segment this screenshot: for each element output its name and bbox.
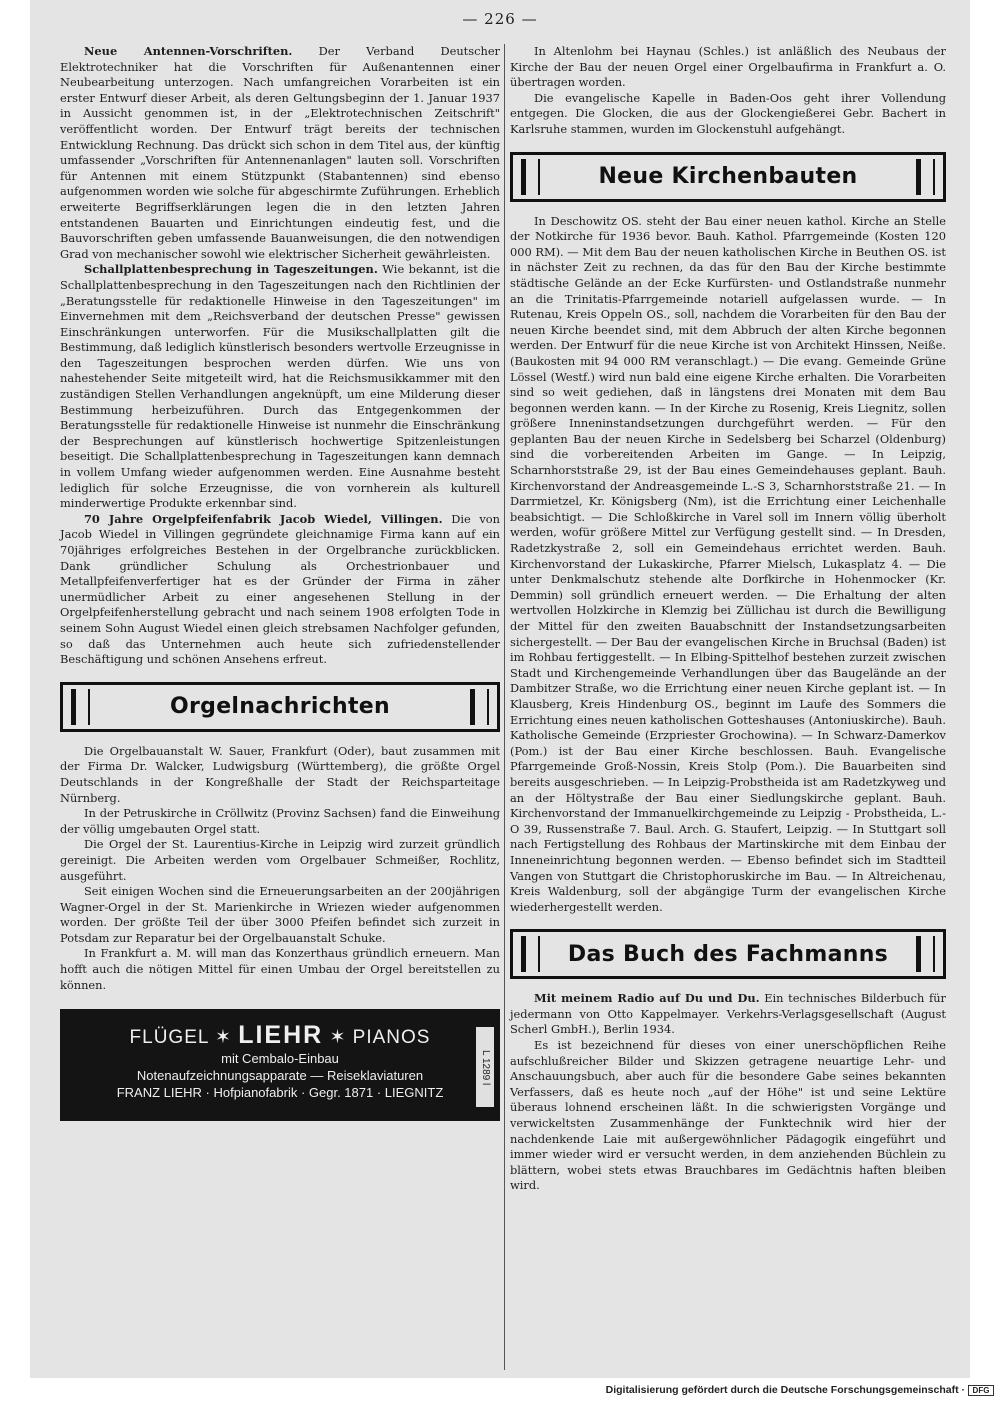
organ-news-item: In der Petruskirche in Cröllwitz (Provinz Sachsen) fand die Einweihung der völlig umgebauten Orgel statt.: [60, 806, 500, 836]
section-banner-book-review: [510, 929, 946, 979]
ad-line: FRANZ LIEHR · Hofpianofabrik · Gegr. 1871 · LIEGNITZ: [116, 1085, 444, 1101]
section-title: Das Buch des Fachmanns: [567, 941, 889, 967]
article-body: Der Verband Deutscher Elektrotechniker hat die Vorschriften für Außenantennen einer Neubearbeitung unterzogen. Nach umfangreichen Vorarbeiten ist ein erster Entwurf dieser Arbeit, als deren Geltungsbeginn der 1. Januar 1937 in Aussicht genommen ist, in der „Elektrotechnischen Zeitschrift" veröffentlicht worden. Der Entwurf trägt bereits der technischen Entwicklung Rechnung. Das drückt sich schon in dem Titel aus, der künftig umfassender „Vorschriften für Antennenanlagen" lauten soll. Vorschriften für Antennen mit einem Stützpunkt (Stabantennen) sind ebenso aufgenommen worden wie solche für abgeschirmte Zuführungen. Erheblich erweiterte Begriffserklärungen legen die in den letzten Jahren entstandenen Bauarten und Einrichtungen eindeutig fest, und die Bauvorschriften geben umfassende Bauanweisungen, die den notwendigen Grad von mechanischer sowohl wie elektrischer Sicherheit gewährleisten.: [60, 44, 501, 261]
liehr-piano-advertisement: [60, 1009, 500, 1121]
book-title: Mit meinem Radio auf Du und Du.: [534, 991, 760, 1006]
article-antennas: [60, 44, 500, 262]
book-review-title: [510, 991, 946, 1038]
page-number: — 226 —: [462, 10, 538, 28]
digitization-footer: [606, 1384, 994, 1396]
book-details: Ein technisches Bilderbuch für jedermann von Otto Kappelmayer. Verkehrs-Verlagsgesellschaft (August Scherl GmbH.), Berlin 1934.: [510, 991, 946, 1037]
organ-news-item: Die evangelische Kapelle in Baden-Oos geht ihrer Vollendung entgegen. Die Glocken, die aus der Glockengießerei Gebr. Bachert in Karlsruhe stammen, wurden im Glockenstuhl aufgehängt.: [510, 90, 946, 136]
ad-line: Notenaufzeichnungsapparate — Reiseklaviaturen: [136, 1068, 424, 1084]
article-body: Die von Jacob Wiedel in Villingen gegründete gleichnamige Firma kann auf ein 70jähriges erfolgreiches Bestehen in der Orgelbranche zurückblicken. Dank gründlicher Schulung als Orchestrionbauer und Metallpfeifenverfertiger hat es der Gründer der Firma in zäher unermüdlicher Arbeit zu einer angesehenen Stellung in der Orgelpfeifenherstellung gebracht und nach seinem 1908 erfolgten Tode in seinem Sohn August Wiedel einen gleich strebsamen Nachfolger gefunden, so daß das Unternehmen auch heute sich zufriedenstellender Beschäftigung und schönen Ansehens erfreut.: [60, 511, 500, 667]
church-news-text: In Deschowitz OS. steht der Bau einer neuen kathol. Kirche an Stelle der Notkirche für 1936 bevor. Bauh. Kathol. Pfarrgemeinde (Kosten 120 000 RM). — Mit dem Bau der neuen katholischen Kirche in Beuthen OS. ist in nächster Zeit zu rechnen, da das für den Bau der Kirche bestimmte städtische Gelände an der Ecke Kurfürsten- und Ostlandstraße nunmehr an die Trinitatis-Pfarrgemeinde notariell aufgelassen wurde. — In Rutenau, Kreis Oppeln OS., soll, nachdem die Vorarbeiten für den Bau der neuen Kirche beendet sind, mit dem Abbruch der alten Kirche begonnen werden. Der Entwurf für die neue Kirche ist von Architekt Hinssen, Neiße. (Baukosten mit 94 000 RM veranschlagt.) — Die evang. Gemeinde Grüne Lössel (Westf.) wird nun bald eine eigene Kirche erhalten. Die Vorarbeiten sind so weit gediehen, daß in längstens drei Monaten mit dem Bau begonnen werden kann. — In der Kirche zu Rosenig, Kreis Liegnitz, sollen größere Inneninstandsetzungen durchgeführt werden. — Für den geplanten Bau der neuen Kirche in Sedelsberg bei Scharzel (Oldenburg) sind die vorbereitenden Arbeiten im Gange. — In Leipzig, Scharnhorststraße 29, ist der Bau eines Gemeindehauses geplant. Bauh. Kirchenvorstand der Andreasgemeinde L.-S 3, Scharnhorststraße 21. — In Darrmietzel, Kr. Königsberg (Nm), ist die Errichtung einer Leichenhalle beabsichtigt. — Die Schloßkirche in Varel soll im Innern völlig überholt werden, wofür größere Mittel zur Verfügung gestellt sind. — In Dresden, Radetzkystraße 2, soll ein Gemeindehaus errichtet werden. Bauh. Kirchenvorstand der Lukaskirche, Pfarrer Mielsch, Lukasplatz 4. — Die unter Denkmalschutz stehende alte Dorfkirche in Hohenmocker (Kr. Demmin) soll gründlich erneuert werden. — Die Erhaltung der alten wertvollen Holzkirche in Klemzig bei Züllichau ist durch die Bewilligung der Mittel für den zweiten Bauabschnitt der Instandsetzungsarbeiten sichergestellt. — Der Bau der evangelischen Kirche in Bruchsal (Baden) ist im Rohbau fertiggestellt. — In Elbing-Spittelhof bestehen zurzeit zwischen Stadt und Kirchengemeinde Verhandlungen über das Baugelände an der Dambitzer Straße, wo die Errichtung einer neuen Kirche geplant ist. — In Klausberg, Kreis Hindenburg OS., beginnt im Laufe des Sommers die Errichtung eines neuen katholischen Gotteshauses (Antoniuskirche). Bauh. Katholische Gemeinde (Erzpriester Grochowina). — In Schwarz-Damerkov (Pom.) ist der Bau einer Kirche beschlossen. Bauh. Evangelische Pfarrgemeinde Groß-Nossin, Kreis Stolp (Pom.). Die Bauarbeiten sind bereits ausgeschrieben. — In Leipzig-Probstheida ist am Radetzkyweg und an der Höltystraße der Bau einer Siedlungskirche geplant. Bauh. Kirchenvorstand der Immanuelkirchgemeinde zu Leipzig - Probstheida, L.-O 39, Russenstraße 7. Baul. Arch. G. Staufert, Leipzig. — In Stuttgart soll nach Fertigstellung des Rohbaus der Martinskirche mit dem Einbau der Inneneinrichtung begonnen werden. — Ebenso befindet sich im Stadtteil Vangen von Stuttgart die Christophoruskirche im Bau. — In Altreichenau, Kreis Waldenburg, soll der abgängige Turm der evangelischen Kirche wiederhergestellt werden.: [510, 213, 946, 914]
section-title: Orgelnachrichten: [170, 694, 390, 720]
article-wiedel: [60, 512, 500, 668]
ad-headline: [60, 1021, 500, 1050]
organ-news-item: Die Orgel der St. Laurentius-Kirche in Leipzig wird zurzeit gründlich gereinigt. Die Arbeiten werden vom Orgelbauer Schmeißer, Rochlitz, ausgeführt.: [60, 837, 500, 883]
book-review-text: Es ist bezeichnend für dieses von einer unerschöpflichen Reihe aufschlußreicher Bilder und Skizzen getragene neuartige Lehr- und Anschauungsbuch, aber auch für die besondere Gabe seines bekannten Verfassers, daß es heute noch „auf der Höhe" ist und seine Lektüre überaus lohnend erscheinen läßt. In die schwierigsten Vorgänge und verwickeltsten Zusammenhänge der Funktechnik wird hier der nachdenkende Laie mit außergewöhnlicher Pädagogik eingeführt und immer wieder wird er versucht werden, in dem anziehenden Büchlein zu blättern, wobei stets etwas Brauchbares im Gedächtnis haften bleiben wird.: [510, 1038, 946, 1193]
left-column: [60, 44, 500, 1121]
organ-news-item: In Altenlohm bei Haynau (Schles.) ist anläßlich des Neubaus der Kirche der Bau der neuen Orgel einer Orgelbaufirma in Frankfurt a. O. übertragen worden.: [510, 44, 946, 90]
organ-news-item: Die Orgelbauanstalt W. Sauer, Frankfurt (Oder), baut zusammen mit der Firma Dr. Walcker, Ludwigsburg (Württemberg), die größte Orgel Deutschlands in der Kongreßhalle der Stadt der Reichsparteitage Nürnberg.: [60, 743, 500, 805]
article-body: Wie bekannt, ist die Schallplattenbesprechung in den Tageszeitungen nach den Richtlinien der „Beratungsstelle für redaktionelle Hinweise in den Tageszeitungen" im Einvernehmen mit dem „Reichsverband der deutschen Presse" gewissen Einschränkungen unterworfen. Für die Musikschallplatten gilt die Bestimmung, daß lediglich künstlerisch besonders wertvolle Erzeugnisse in den Tageszeitungen besprochen werden dürfen. Wie uns von nahestehender Seite mitgeteilt wird, hat die Reichsmusikkammer mit den zuständigen Stellen Verhandlungen angeknüpft, um eine Milderung dieser Bestimmung herbeizuführen. Durch das Entgegenkommen der Beratungsstelle für redaktionelle Hinweise ist nunmehr die Einschränkung der Besprechungen auf künstlerisch hochwertige Spitzenleistungen beseitigt. Die Schallplattenbesprechung in Tageszeitungen kann demnach in vollem Umfang wieder aufgenommen werden. Eine Ausnahme besteht lediglich für solche Erzeugnisse, die von vornherein als kulturell minderwertige Produkte erkennbar sind.: [60, 262, 501, 511]
article-heading: Schallplattenbesprechung in Tageszeitungen.: [84, 262, 378, 277]
section-title: Neue Kirchenbauten: [598, 164, 858, 190]
dfg-logo-icon: DFG: [968, 1385, 994, 1396]
ad-text: FLÜGEL ✶: [129, 1027, 232, 1049]
ad-brand: LIEHR: [238, 1021, 324, 1050]
footer-text: Digitalisierung gefördert durch die Deutsche Forschungsgemeinschaft ·: [605, 1384, 965, 1396]
article-heading: 70 Jahre Orgelpfeifenfabrik Jacob Wiedel, Villingen.: [84, 511, 443, 526]
organ-news-item: In Frankfurt a. M. will man das Konzerthaus gründlich erneuern. Man hofft auch die nötigen Mittel für einen Umbau der Orgel bereitstellen zu können.: [60, 946, 500, 992]
ad-text: ✶ PIANOS: [329, 1027, 431, 1049]
column-divider: [504, 44, 505, 1370]
scanned-page: [30, 0, 970, 1378]
article-records: [60, 262, 500, 512]
section-banner-organ-news: [60, 682, 500, 732]
right-column: [510, 44, 946, 1194]
article-heading: Neue Antennen-Vorschriften.: [84, 44, 293, 58]
ad-code: L 1289 l: [476, 1027, 494, 1107]
organ-news-item: Seit einigen Wochen sind die Erneuerungsarbeiten an der 200jährigen Wagner-Orgel in der St. Marienkirche in Wriezen wieder aufgenommen worden. Der größte Teil der über 3000 Pfeifen befindet sich zurzeit in Potsdam zur Reparatur bei der Orgelbauanstalt Schuke.: [60, 884, 500, 945]
ad-line: mit Cembalo-Einbau: [221, 1051, 339, 1067]
section-banner-new-churches: [510, 152, 946, 202]
